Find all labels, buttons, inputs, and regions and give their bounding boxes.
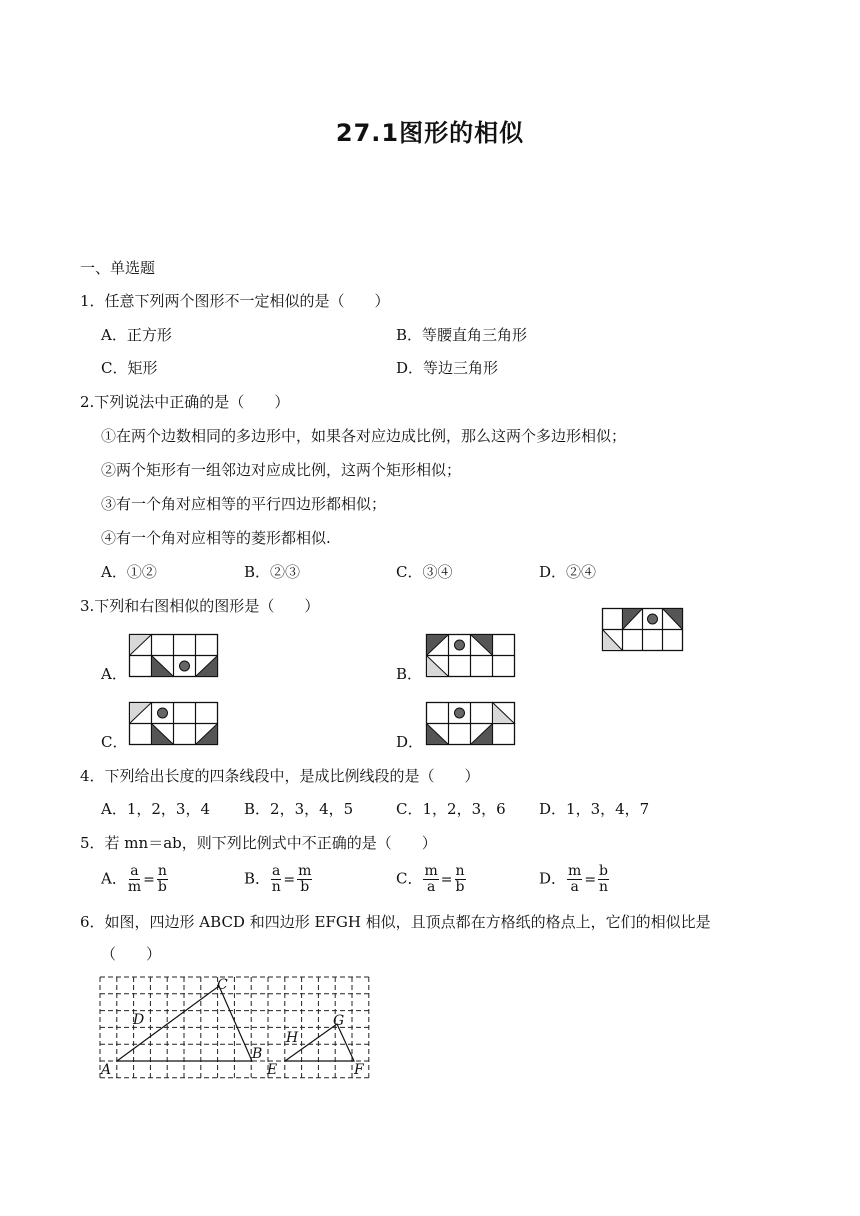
label-a: A [101, 1062, 112, 1078]
fraction: $\frac{n}{b}$ [455, 863, 465, 895]
q3-option-c-label[interactable]: C． [101, 733, 128, 751]
q3-option-b-label[interactable]: B． [396, 665, 423, 683]
q4-option-a[interactable]: A．1，2，3，4 [101, 800, 211, 818]
q6-stem: 6．如图，四边形 ABCD 和四边形 EFGH 相似，且顶点都在方格纸的格点上，它们的相似比是 [80, 913, 711, 931]
q2-statement-1: ①在两个边数相同的多边形中，如果各对应边成比例，那么这两个多边形相似； [101, 427, 627, 445]
q3-option-b-figure[interactable] [426, 634, 516, 678]
q2-statement-3: ③有一个角对应相等的平行四边形都相似； [101, 495, 387, 513]
q1-option-b[interactable]: B．等腰直角三角形 [396, 326, 528, 344]
equals-sign: = [584, 871, 597, 888]
fraction: $\frac{a}{n}$ [271, 863, 281, 895]
q3-option-d-label[interactable]: D． [396, 733, 424, 751]
label-c: C [217, 977, 228, 993]
fraction: $\frac{n}{b}$ [157, 863, 167, 895]
q4-stem: 4．下列给出长度的四条线段中，是成比例线段的是（ ） [80, 767, 480, 785]
q2-statement-4: ④有一个角对应相等的菱形都相似. [101, 529, 331, 547]
equals-sign: = [143, 871, 155, 888]
equals-sign: = [283, 871, 296, 888]
q5-option-a-letter: A． [101, 869, 127, 888]
q4-option-d[interactable]: D．1，3，4，7 [539, 800, 650, 818]
fraction: $\frac{b}{n}$ [599, 863, 609, 895]
label-g: G [333, 1013, 345, 1029]
q2-option-a[interactable]: A．①② [101, 563, 157, 581]
q4-option-b[interactable]: B．2，3，4，5 [244, 800, 354, 818]
page-title: 27.1图形的相似 [335, 119, 525, 147]
q3-option-a-label[interactable]: A． [101, 665, 127, 683]
label-h: H [286, 1030, 299, 1046]
q2-statement-2: ②两个矩形有一组邻边对应成比例，这两个矩形相似； [101, 461, 462, 479]
q5-option-b-letter: B． [244, 869, 271, 888]
fraction: $\frac{m}{a}$ [568, 863, 582, 895]
q5-option-b[interactable] [244, 864, 313, 895]
q3-option-d-figure[interactable] [426, 702, 516, 746]
q1-option-d[interactable]: D．等边三角形 [396, 359, 499, 377]
fraction: $\frac{m}{a}$ [424, 863, 438, 895]
label-e: E [267, 1062, 278, 1078]
q1-stem: 1．任意下列两个图形不一定相似的是（ ） [80, 292, 390, 310]
label-f: F [354, 1062, 364, 1078]
q2-option-b[interactable]: B．②③ [244, 563, 301, 581]
q3-option-a-figure[interactable] [129, 634, 219, 678]
q5-option-c[interactable] [396, 864, 467, 895]
q5-stem: 5．若 mn＝ab，则下列比例式中不正确的是（ ） [80, 834, 437, 852]
fraction: $\frac{m}{b}$ [298, 863, 312, 895]
q3-stem: 3.下列和右图相似的图形是（ ） [80, 597, 320, 615]
q5-option-d[interactable] [539, 864, 610, 895]
q2-stem: 2.下列说法中正确的是（ ） [80, 393, 290, 411]
q1-option-a[interactable]: A．正方形 [101, 326, 172, 344]
q5-option-c-letter: C． [396, 869, 423, 888]
q2-option-c[interactable]: C．③④ [396, 563, 453, 581]
q3-reference-figure [602, 608, 684, 652]
fraction: $\frac{a}{m}$ [127, 863, 142, 895]
q6-grid-figure [96, 970, 376, 1085]
q2-option-d[interactable]: D．②④ [539, 563, 597, 581]
equals-sign: = [440, 871, 453, 888]
q5-option-a[interactable] [101, 864, 169, 895]
q3-option-c-figure[interactable] [129, 702, 219, 746]
label-d: D [133, 1012, 145, 1028]
q4-option-c[interactable]: C．1，2，3，6 [396, 800, 506, 818]
label-b: B [252, 1046, 263, 1062]
q6-answer-blank: （ ） [101, 945, 162, 963]
q1-option-c[interactable]: C．矩形 [101, 359, 158, 377]
section-heading: 一、单选题 [80, 259, 156, 277]
q5-option-d-letter: D． [539, 869, 567, 888]
